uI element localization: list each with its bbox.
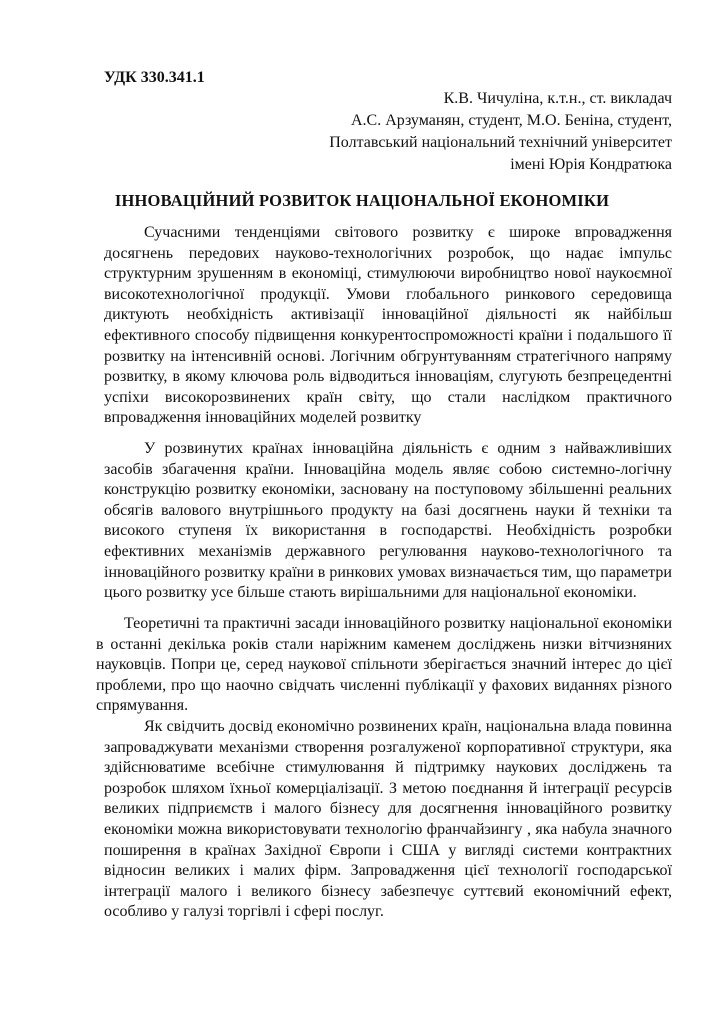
affiliation-line: Полтавський національний технічний університет	[329, 134, 672, 151]
author-line: К.В. Чичуліна, к.т.н., ст. викладач	[443, 90, 672, 107]
udk-code: УДК 330.341.1	[104, 69, 205, 86]
body-paragraph: Сучасними тенденціями світового розвитку є широке впровадження досягнень передових науково-технологічних розробок, що надає імпульс структурним зрушенням в економіці, стимулюючи виробництво нової наукоємної високотехнологічної продукції. Умови глобального ринкового середовища диктують необхідність активізації інноваційної діяльності як найбільш ефективного способу підвищення конкурентоспроможності країни і подальшого її розвитку на інтенсивній основі. Логічним обгрунтуванням стратегічного напряму розвитку, в якому ключова роль відводиться інноваціям, слугують безпрецедентні успіхи високорозвинених країн світу, що стали наслідком практичного впровадження інноваційних моделей розвитку	[104, 224, 672, 427]
author-block	[112, 88, 672, 176]
author-line: А.С. Арзуманян, студент, М.О. Беніна, студент,	[350, 112, 672, 129]
body-paragraph: Як свідчить досвід економічно розвинених країн, національна влада повинна запроваджувати механізми створення розгалуженої корпоративної структури, яка здійснюватиме всебічне стимулювання й підтримку наукових досліджень та розробок шляхом їхньої комерціалізації. З метою поєднання й інтеграції ресурсів великих підприємств і малого бізнесу для досягнення інноваційного розвитку економіки можна використовувати технологію франчайзингу , яка набула значного поширення в країнах Західної Європи і США у вигляді системи контрактних відносин великих і малих фірм. Запровадження цієї технології господарської інтеграції малого і великого бізнесу забезпечує суттєвий економічний ефект, особливо у галузі торгівлі і сфері послуг.	[104, 718, 672, 921]
body-paragraph: Теоретичні та практичні засади інноваційного розвитку національної економіки в останні декілька років стали наріжним каменем досліджень низки вітчизняних науковців. Попри це, серед наукової спільноти зберігається значний інтерес до цієї проблеми, про що наочно свідчать численні публікації у фахових виданнях різного спрямування.	[96, 615, 672, 715]
affiliation-line: імені Юрія Кондратюка	[510, 156, 672, 173]
body-paragraph: У розвинутих країнах інноваційна діяльність є одним з найважливіших засобів збагачення країни. Інноваційна модель являє собою системно-логічну конструкцію розвитку економіки, засновану на поступовому збільшенні реальних обсягів валового внутрішнього продукту на базі досягнень науки й техніки та високого ступеня їх використання в господарстві. Необхідність розробки ефективних механізмів державного регулювання науково-технологічного та інноваційного розвитку країни в ринкових умовах визначається тим, що параметри цього розвитку усе більше стають вирішальними для національної економіки.	[104, 440, 672, 602]
paper-title: ІННОВАЦІЙНИЙ РОЗВИТОК НАЦІОНАЛЬНОЇ ЕКОНОМІКИ	[114, 191, 610, 210]
